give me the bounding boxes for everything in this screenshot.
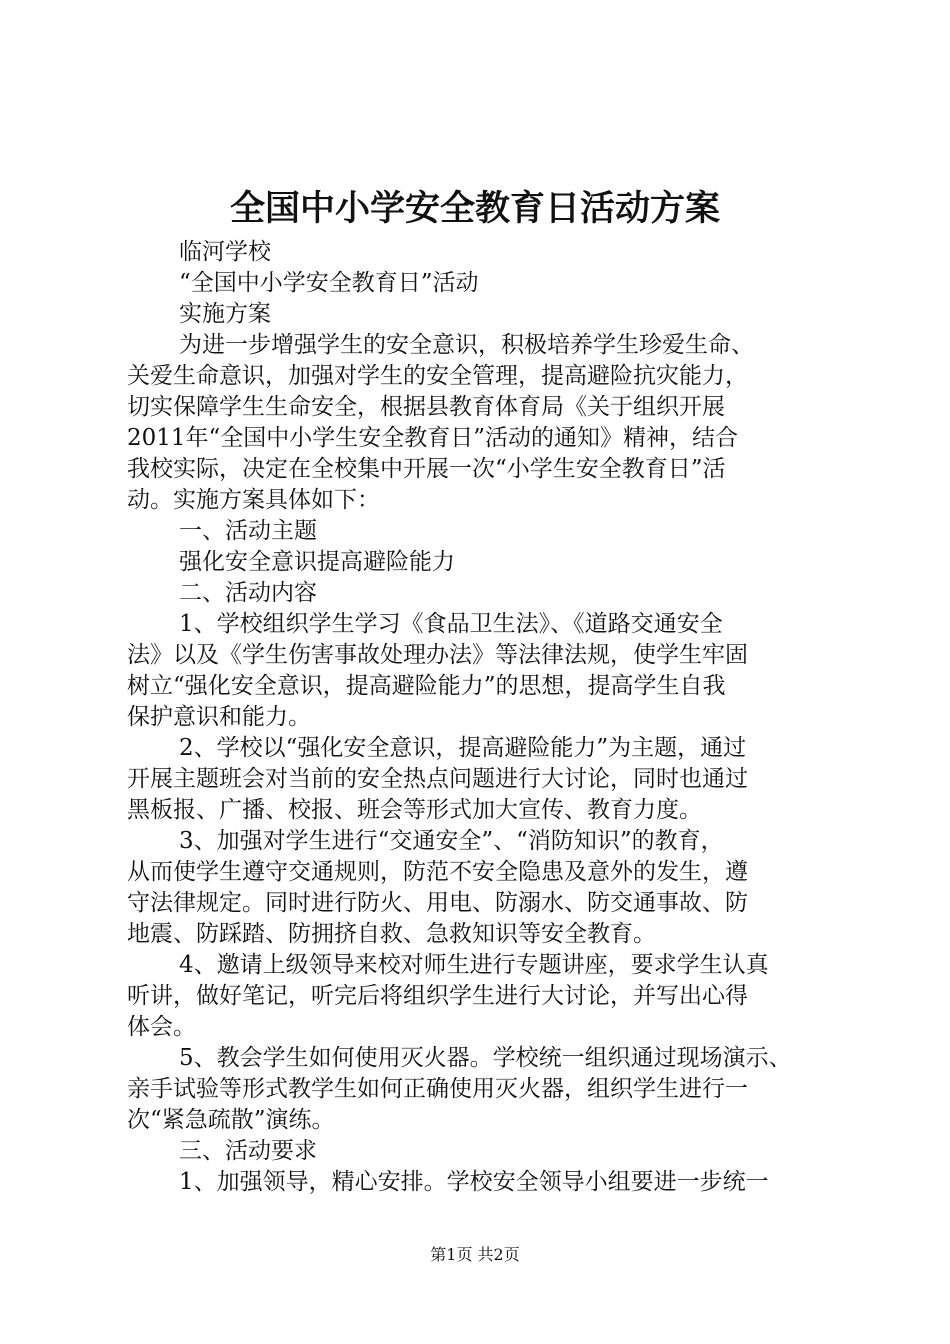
document-line: 守法律规定。同时进行防火、用电、防溺水、防交通事故、防 — [127, 890, 748, 916]
document-line: 临河学校 — [179, 239, 271, 265]
document-line: 切实保障学生生命安全，根据县教育体育局《关于组织开展 — [127, 394, 725, 420]
document-line: 地震、防踩踏、防拥挤自救、急救知识等安全教育。 — [127, 921, 656, 947]
document-line: 树立“强化安全意识，提高避险能力”的思想，提高学生自我 — [127, 673, 726, 699]
document-line: 三、活动要求 — [179, 1138, 317, 1164]
document-line: 保护意识和能力。 — [127, 704, 311, 730]
document-line: 强化安全意识提高避险能力 — [179, 549, 455, 575]
document-line: 一、活动主题 — [179, 518, 317, 544]
document-line: 二、活动内容 — [179, 580, 317, 606]
document-line: 1、学校组织学生学习《食品卫生法》、《道路交通安全 — [179, 611, 723, 637]
document-line: 4、邀请上级领导来校对师生进行专题讲座，要求学生认真 — [179, 952, 769, 978]
document-line: 开展主题班会对当前的安全热点问题进行大讨论，同时也通过 — [127, 766, 748, 792]
document-line: 体会。 — [127, 1014, 196, 1040]
document-line: 次“紧急疏散”演练。 — [127, 1107, 335, 1133]
document-line: 听讲，做好笔记，听完后将组织学生进行大讨论，并写出心得 — [127, 983, 748, 1009]
document-line: 黑板报、广播、校报、班会等形式加大宣传、教育力度。 — [127, 797, 702, 823]
document-body — [127, 237, 833, 1198]
page-footer: 第1页 共2页 — [430, 1245, 520, 1264]
document-line: 我校实际，决定在全校集中开展一次“小学生安全教育日”活 — [127, 456, 726, 482]
document-line: 5、教会学生如何使用灭火器。学校统一组织通过现场演示、 — [179, 1045, 792, 1071]
document-line: 为进一步增强学生的安全意识，积极培养学生珍爱生命、 — [179, 332, 754, 358]
document-line: 实施方案 — [179, 301, 271, 327]
document-line: 动。实施方案具体如下： — [127, 487, 380, 513]
document-line: 2011年“全国中小学生安全教育日”活动的通知》精神，结合 — [127, 425, 739, 451]
document-line: 3、加强对学生进行“交通安全”、“消防知识”的教育， — [179, 828, 724, 854]
document-title: 全国中小学安全教育日活动方案 — [229, 188, 720, 229]
document-line: 从而使学生遵守交通规则，防范不安全隐患及意外的发生，遵 — [127, 859, 748, 885]
document-line: 关爱生命意识，加强对学生的安全管理，提高避险抗灾能力， — [127, 363, 748, 389]
document-line: 1、加强领导，精心安排。学校安全领导小组要进一步统一 — [179, 1169, 769, 1195]
document-line: 亲手试验等形式教学生如何正确使用灭火器，组织学生进行一 — [127, 1076, 748, 1102]
document-line: 2、学校以“强化安全意识，提高避险能力”为主题，通过 — [179, 735, 747, 761]
document-line: “全国中小学安全教育日”活动 — [179, 270, 479, 296]
document-line: 法》以及《学生伤害事故处理办法》等法律法规，使学生牢固 — [127, 642, 748, 668]
